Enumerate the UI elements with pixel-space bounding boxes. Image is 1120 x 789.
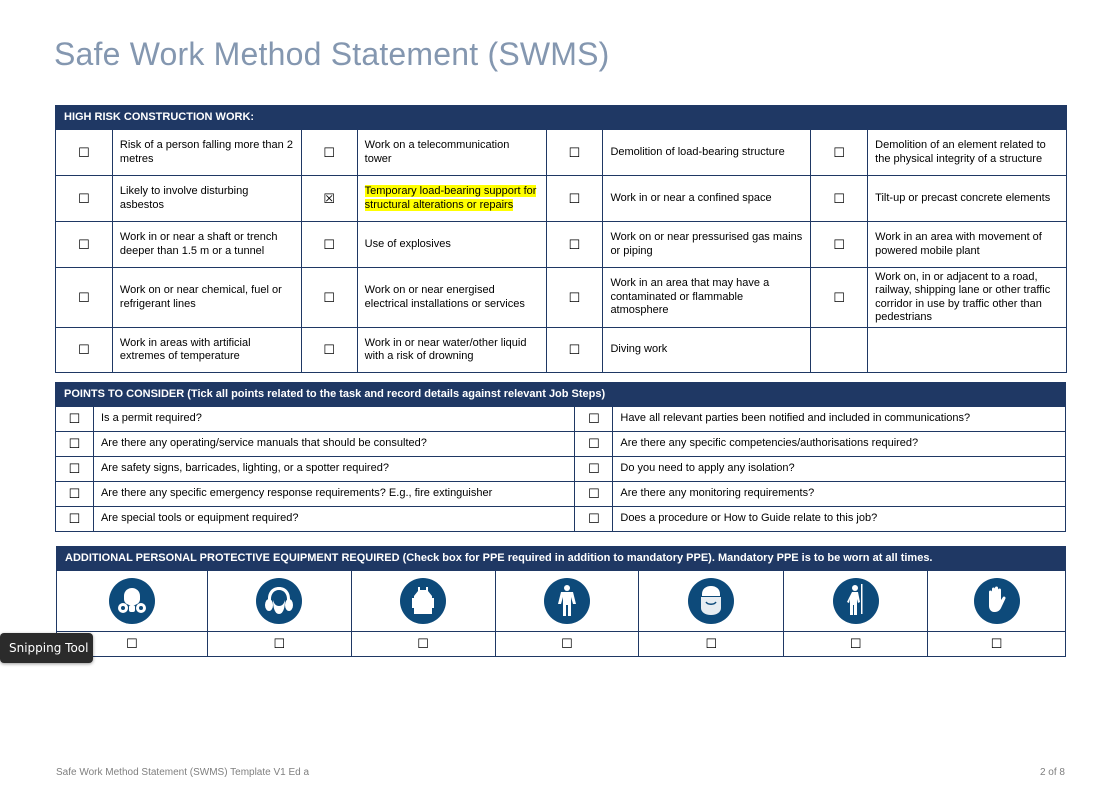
hrcw-item: Work in or near a confined space <box>603 176 811 222</box>
point-checkbox[interactable]: ☐ <box>575 432 613 457</box>
point-item: Do you need to apply any isolation? <box>613 457 1066 482</box>
point-item: Are there any specific competencies/authorisations required? <box>613 432 1066 457</box>
hrcw-checkbox[interactable]: ☐ <box>301 222 357 268</box>
point-item: Are safety signs, barricades, lighting, or a spotter required? <box>93 457 574 482</box>
hrcw-item: Tilt-up or precast concrete elements <box>868 176 1067 222</box>
high-risk-table <box>55 105 1067 373</box>
ppe-icon-cell <box>207 571 351 632</box>
ppe-icon-cell <box>495 571 639 632</box>
hrcw-item: Work in an area with movement of powered mobile plant <box>868 222 1067 268</box>
hrcw-checkbox[interactable]: ☐ <box>56 268 113 328</box>
hrcw-item: Use of explosives <box>357 222 546 268</box>
apron-icon <box>400 578 446 624</box>
hrcw-checkbox[interactable]: ☐ <box>546 328 603 373</box>
points-to-consider-table <box>55 382 1066 532</box>
hrcw-checkbox[interactable]: ☐ <box>301 268 357 328</box>
ppe-checkbox[interactable]: ☐ <box>207 632 351 657</box>
hrcw-checkbox[interactable]: ☐ <box>546 268 603 328</box>
hrcw-checkbox[interactable]: ☐ <box>546 130 603 176</box>
point-checkbox[interactable]: ☐ <box>575 507 613 532</box>
hrcw-empty-cell <box>811 328 868 373</box>
ppe-icon-cell <box>639 571 784 632</box>
ppe-checkbox[interactable]: ☐ <box>928 632 1066 657</box>
hrcw-item-highlighted <box>357 176 546 222</box>
coveralls-icon <box>544 578 590 624</box>
hrcw-item: Work on or near energised electrical installations or services <box>357 268 546 328</box>
points-header: POINTS TO CONSIDER (Tick all points related to the task and record details against relevant Job Steps) <box>56 383 1066 407</box>
ppe-checkbox[interactable]: ☐ <box>57 632 208 657</box>
point-item: Is a permit required? <box>93 407 574 432</box>
hrcw-item: Demolition of an element related to the physical integrity of a structure <box>868 130 1067 176</box>
point-item: Are there any operating/service manuals that should be consulted? <box>93 432 574 457</box>
ppe-checkbox[interactable]: ☐ <box>351 632 495 657</box>
point-checkbox[interactable]: ☐ <box>56 507 94 532</box>
ppe-icon-cell <box>928 571 1066 632</box>
respirator-icon <box>109 578 155 624</box>
hrcw-checkbox[interactable]: ☐ <box>546 176 603 222</box>
footer-page-number: 2 of 8 <box>1039 767 1065 778</box>
snipping-tool-tooltip: Snipping Tool <box>0 633 93 663</box>
hrcw-checkbox[interactable]: ☐ <box>811 176 868 222</box>
harness-icon <box>833 578 879 624</box>
hrcw-checkbox[interactable]: ☐ <box>56 222 113 268</box>
ppe-table <box>56 546 1066 657</box>
page-title: Safe Work Method Statement (SWMS) <box>54 36 610 72</box>
hrcw-checkbox[interactable]: ☐ <box>811 268 868 328</box>
point-item: Are there any specific emergency response requirements? E.g., fire extinguisher <box>93 482 574 507</box>
ppe-header: ADDITIONAL PERSONAL PROTECTIVE EQUIPMENT REQUIRED (Check box for PPE required in addition to mandatory PPE). Mandatory PPE is to be worn at all times. <box>57 547 1066 571</box>
hrcw-checkbox[interactable]: ☐ <box>301 130 357 176</box>
hrcw-item: Work in or near a shaft or trench deeper than 1.5 m or a tunnel <box>112 222 301 268</box>
gloves-icon <box>974 578 1020 624</box>
hrcw-item: Diving work <box>603 328 811 373</box>
ppe-icon-cell <box>784 571 928 632</box>
ppe-icon-cell <box>351 571 495 632</box>
hrcw-checkbox[interactable]: ☐ <box>301 328 357 373</box>
hrcw-item: Work in or near water/other liquid with a risk of drowning <box>357 328 546 373</box>
hrcw-checkbox[interactable]: ☐ <box>56 176 113 222</box>
point-checkbox[interactable]: ☐ <box>56 482 94 507</box>
hrcw-item: Likely to involve disturbing asbestos <box>112 176 301 222</box>
ppe-checkbox[interactable]: ☐ <box>639 632 784 657</box>
point-checkbox[interactable]: ☐ <box>56 407 94 432</box>
hrcw-item: Work on, in or adjacent to a road, railway, shipping lane or other traffic corridor in use by traffic other than pedestrians <box>868 268 1067 328</box>
hrcw-checkbox[interactable]: ☐ <box>56 328 113 373</box>
hrcw-item: Demolition of load-bearing structure <box>603 130 811 176</box>
point-item: Are there any monitoring requirements? <box>613 482 1066 507</box>
point-item: Are special tools or equipment required? <box>93 507 574 532</box>
hrcw-item: Work in areas with artificial extremes of temperature <box>112 328 301 373</box>
point-checkbox[interactable]: ☐ <box>575 407 613 432</box>
hrcw-item: Work in an area that may have a contaminated or flammable atmosphere <box>603 268 811 328</box>
hrcw-checkbox[interactable]: ☐ <box>546 222 603 268</box>
hrcw-empty-cell <box>868 328 1067 373</box>
point-item: Have all relevant parties been notified and included in communications? <box>613 407 1066 432</box>
high-risk-header: HIGH RISK CONSTRUCTION WORK: <box>56 106 1067 130</box>
point-item: Does a procedure or How to Guide relate to this job? <box>613 507 1066 532</box>
hrcw-item: Work on a telecommunication tower <box>357 130 546 176</box>
hrcw-item: Work on or near chemical, fuel or refrigerant lines <box>112 268 301 328</box>
footer-document-name: Safe Work Method Statement (SWMS) Template V1 Ed a <box>56 767 310 778</box>
hearing-protection-icon <box>256 578 302 624</box>
hrcw-checkbox[interactable]: ☐ <box>56 130 113 176</box>
ppe-checkbox[interactable]: ☐ <box>495 632 639 657</box>
face-shield-icon <box>688 578 734 624</box>
point-checkbox[interactable]: ☐ <box>575 482 613 507</box>
hrcw-item: Work on or near pressurised gas mains or piping <box>603 222 811 268</box>
ppe-checkbox[interactable]: ☐ <box>784 632 928 657</box>
hrcw-checkbox-checked[interactable]: ☒ <box>301 176 357 222</box>
point-checkbox[interactable]: ☐ <box>56 457 94 482</box>
point-checkbox[interactable]: ☐ <box>575 457 613 482</box>
highlight-text: Temporary load-bearing support for structural alterations or repairs <box>364 185 537 211</box>
point-checkbox[interactable]: ☐ <box>56 432 94 457</box>
hrcw-checkbox[interactable]: ☐ <box>811 222 868 268</box>
hrcw-checkbox[interactable]: ☐ <box>811 130 868 176</box>
ppe-icon-cell <box>57 571 208 632</box>
hrcw-item: Risk of a person falling more than 2 metres <box>112 130 301 176</box>
